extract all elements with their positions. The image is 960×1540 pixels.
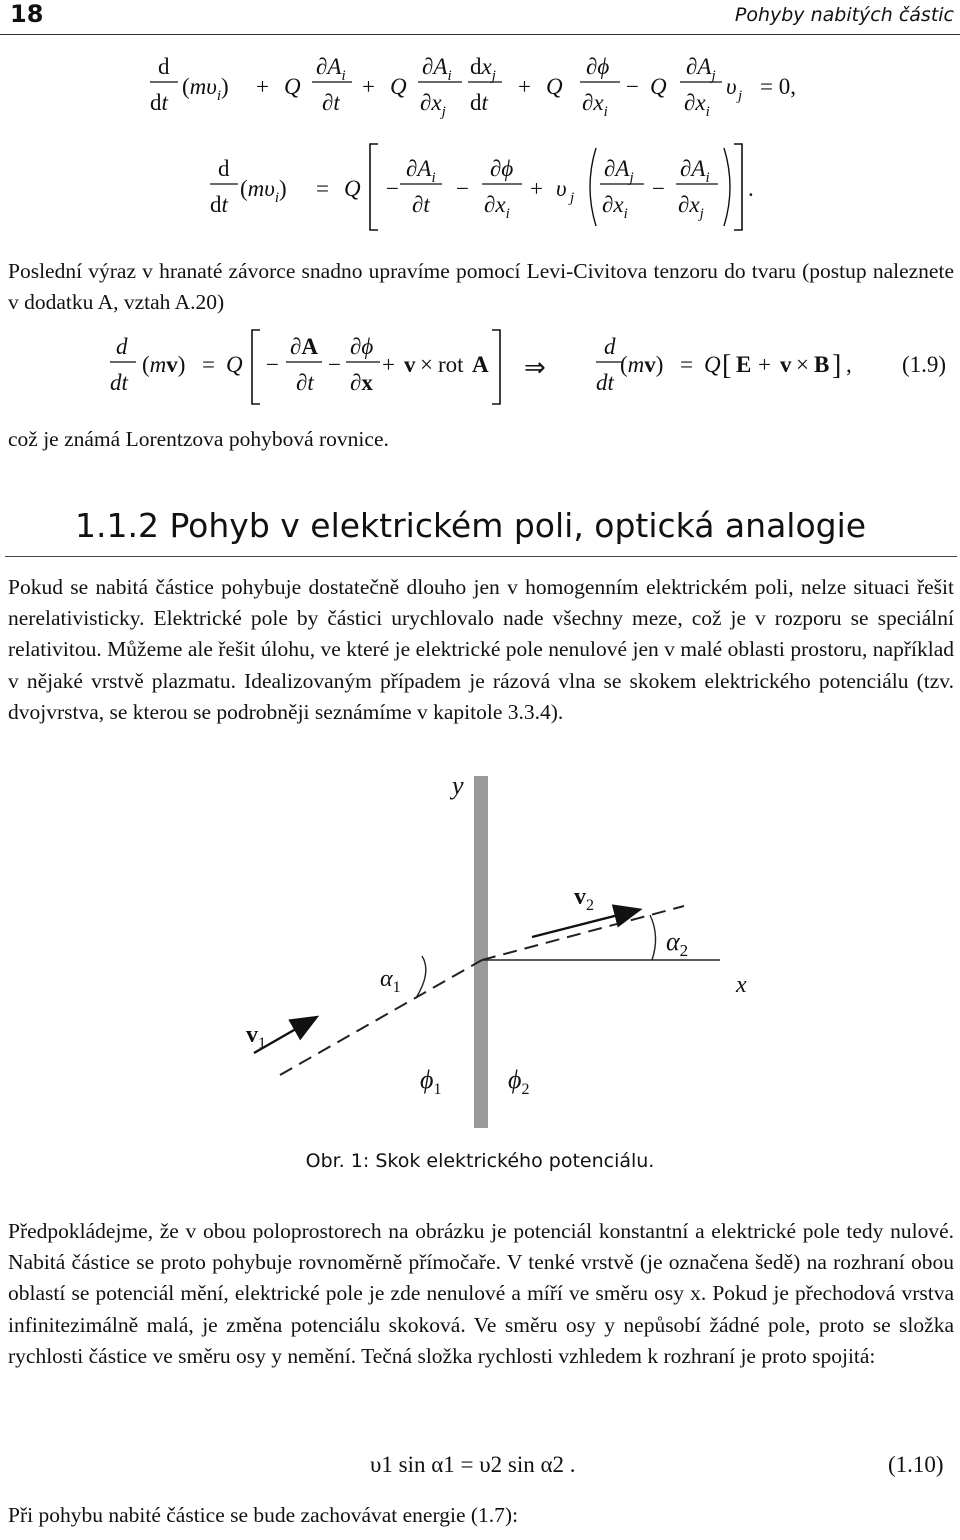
running-title: Pohyby nabitých částic: [734, 4, 954, 26]
svg-text:+: +: [382, 352, 395, 377]
svg-text:∂ϕ: ∂ϕ: [490, 156, 514, 181]
paragraph-lorentz: což je známá Lorentzova pohybová rovnice.: [8, 427, 389, 451]
svg-text:∂Aj: $\partial A_j$: [686, 54, 716, 84]
section-rule: [5, 556, 957, 557]
svg-text:j: j: [738, 88, 743, 104]
equation-second: [200, 140, 820, 236]
phi2-label: $\phi_2$: [508, 1065, 530, 1098]
figure-caption: Obr. 1: Skok elektrického potenciálu.: [305, 1150, 655, 1172]
svg-text:+: +: [758, 352, 771, 377]
svg-text:= 0,: = 0,: [760, 74, 796, 99]
equation-1-9: [100, 326, 960, 410]
svg-text:Q: Q: [226, 352, 243, 377]
svg-text:B: B: [814, 352, 830, 377]
svg-text:d: d: [604, 334, 616, 359]
svg-text:Q: Q: [284, 74, 301, 99]
svg-text:∂x: ∂x: [350, 370, 373, 395]
svg-text:+: +: [256, 74, 269, 99]
svg-text:∂Ai: $\partial A_i$: [316, 54, 346, 84]
alpha2-label: $\alpha_2$: [666, 927, 689, 960]
svg-text:∂t: ∂t: [322, 90, 340, 115]
alpha1-label: $\alpha_1$: [380, 966, 401, 996]
svg-text:rot: rot: [438, 352, 464, 377]
svg-text:∂t: ∂t: [412, 192, 430, 217]
svg-text:.: .: [748, 176, 754, 201]
svg-text:Q: Q: [546, 74, 563, 99]
svg-text:∂t: ∂t: [296, 370, 314, 395]
svg-text:⇒: ⇒: [524, 353, 546, 382]
svg-text:∂Aj: $\partial A_j$: [604, 156, 634, 186]
potential-layer: [474, 776, 488, 1128]
svg-text:+: +: [530, 176, 543, 201]
svg-text:dt: dt: [596, 370, 614, 395]
svg-text:−: −: [652, 176, 665, 201]
phi1-label: $\phi_1$: [420, 1065, 442, 1098]
v1-label: $v_1$: [246, 1022, 266, 1052]
x-axis-label: x: [736, 972, 747, 998]
svg-text:A: A: [472, 352, 489, 377]
paragraph-energy: Při pohybu nabité částice se bude zachovávat energie (1.7):: [8, 1503, 519, 1527]
page-number: 18: [10, 0, 44, 28]
svg-text:,: ,: [846, 352, 852, 377]
svg-text:+: +: [518, 74, 531, 99]
svg-text:∂xi: $\partial x_i$: [484, 192, 510, 222]
svg-text:d: d: [158, 54, 170, 79]
section-heading: 1.1.2 Pohyb v elektrickém poli, optická analogie: [75, 506, 867, 545]
svg-text:E: E: [736, 352, 752, 377]
svg-text:d: d: [116, 334, 128, 359]
svg-text:−: −: [386, 176, 399, 201]
svg-text:Q: Q: [344, 176, 361, 201]
svg-text:∂Ai: $\partial A_i$: [680, 156, 710, 186]
svg-text:∂xj: $\partial x_j$: [678, 192, 704, 222]
svg-text:=: =: [202, 352, 215, 377]
svg-text:−: −: [456, 176, 469, 201]
svg-text:∂xi: $\partial x_i$: [684, 90, 710, 120]
svg-text:j: j: [570, 190, 575, 206]
svg-text:∂xj: $\partial x_j$: [420, 90, 446, 120]
svg-text:×: ×: [420, 352, 433, 377]
svg-text:dt: dt: [470, 90, 488, 115]
svg-text:(mv): (mv): [142, 352, 186, 377]
svg-text:v: v: [780, 352, 792, 377]
equation-top: [120, 48, 840, 138]
svg-text:Q: Q: [390, 74, 407, 99]
paragraph-intro: Poslední výraz v hranaté závorce snadno upravíme pomocí Levi-Civitova tenzoru do tvaru (postup naleznete v dodatku A, vztah A.20): [8, 259, 954, 315]
svg-text:∂xi: $\partial x_i$: [602, 192, 628, 222]
svg-text:(mυi): $(m\upsilon_i)$: [182, 74, 229, 104]
svg-text:Q: Q: [704, 352, 721, 377]
svg-text:υ: υ: [726, 74, 737, 99]
svg-text:υ: υ: [556, 176, 567, 201]
svg-text:×: ×: [796, 352, 809, 377]
svg-text:]: ]: [832, 350, 842, 381]
svg-text:dt: dt: [110, 370, 128, 395]
svg-text:dxj: $dx_j$: [470, 54, 496, 84]
svg-text:dt: dt: [210, 192, 228, 217]
paragraph-electric-field: Pokud se nabitá částice pohybuje dostatečně dlouho jen v homogenním elektrickém poli, nelze situaci řešit nerelativisticky. Elektrické pole by částici urychlovalo nade všechny meze, což je v rozporu se speciální relativitou. Můžeme ale řešit úlohu, ve které je elektrické pole nenulové jen v malé oblasti prostoru, například v nějaké vrstvě plazmatu. Idealizovaným případem je rázová vlna se skokem elektrického potenciálu (tzv. dvojvrstva, se kterou se podrobněji seznámíme v kapitole 3.3.4).: [8, 575, 954, 724]
y-axis-label: y: [452, 771, 464, 800]
svg-text:Q: Q: [650, 74, 667, 99]
alpha2-arc: [650, 915, 656, 960]
svg-text:∂ϕ: ∂ϕ: [350, 334, 374, 359]
svg-text:v: v: [404, 352, 416, 377]
svg-text:−: −: [626, 74, 639, 99]
equation-1-10: υ1 sin α1 = υ2 sin α2 .: [370, 1452, 576, 1477]
v2-label: $v_2$: [574, 884, 594, 914]
svg-text:(mv): (mv): [620, 352, 664, 377]
header-rule: [0, 34, 960, 35]
svg-text:=: =: [680, 352, 693, 377]
equation-1-10-number: (1.10): [888, 1452, 944, 1477]
svg-text:dt: dt: [150, 90, 168, 115]
svg-text:∂A: ∂A: [290, 334, 318, 359]
svg-text:∂ϕ: ∂ϕ: [586, 54, 610, 79]
svg-text:∂Ai: $\partial A_i$: [422, 54, 452, 84]
svg-text:∂Ai: $\partial A_i$: [406, 156, 436, 186]
svg-text:=: =: [316, 176, 329, 201]
svg-text:−: −: [328, 352, 341, 377]
svg-text:d: d: [218, 156, 230, 181]
figure-potential-jump: [200, 770, 800, 1140]
svg-text:∂xi: $\partial x_i$: [582, 90, 608, 120]
svg-text:+: +: [362, 74, 375, 99]
svg-text:−: −: [266, 352, 279, 377]
svg-text:(mυi): $(m\upsilon_i)$: [240, 176, 287, 206]
svg-text:(1.9): (1.9): [902, 352, 947, 377]
paragraph-assumptions: Předpokládejme, že v obou poloprostorech na obrázku je potenciál konstantní a elektrické pole tedy nulové. Nabitá částice se proto pohybuje rovnoměrně přímočaře. V tenké vrstvě (je označena šedě) na rozhraní obou oblastí se potenciál mění, elektrické pole je zde nenulové a míří ve směru osy x. Pokud je přechodová vrstva infinitezimálně malá, je změna potenciálu skoková. Ve směru osy y nepůsobí žádné pole, proto se složka rychlosti částice ve směru osy y nemění. Tečná složka rychlosti vzhledem k rozhraní je proto spojitá:: [8, 1219, 954, 1368]
svg-text:[: [: [722, 350, 732, 381]
